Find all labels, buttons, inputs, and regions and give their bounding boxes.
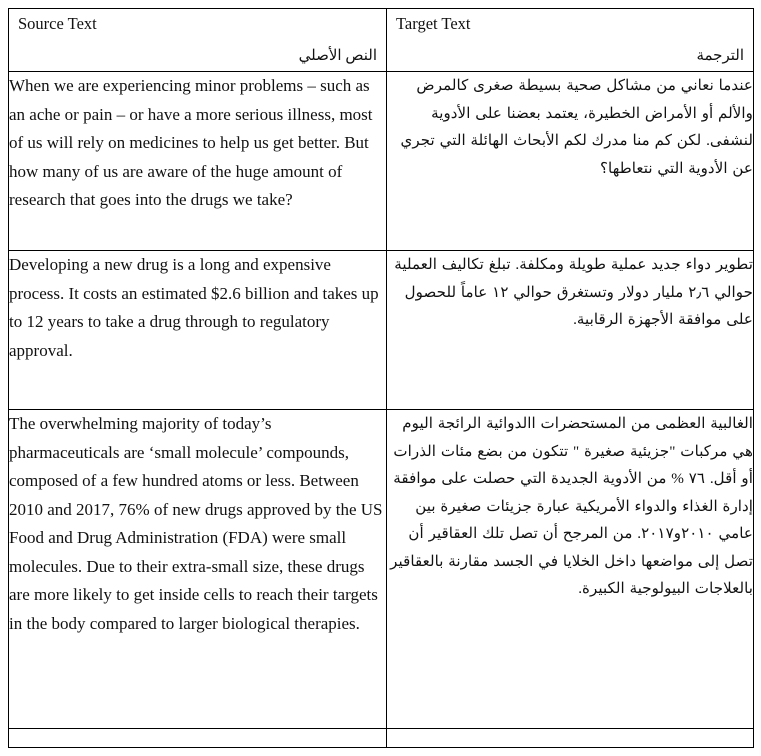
source-column-label-en: Source Text <box>18 14 97 33</box>
target-text-cell <box>387 251 754 410</box>
target-column-label-ar: الترجمة <box>696 48 744 64</box>
target-text-cell <box>387 72 754 251</box>
source-paragraph: When we are experiencing minor problems – such as an ache or pain – or have a more serious illness, most of us will rely on medicines to help us get better. But how many of us are aware of the huge amount of research that goes into the drugs we take? <box>9 76 373 209</box>
translation-table <box>8 8 754 748</box>
header-cell-target <box>387 9 754 72</box>
source-text-cell <box>9 251 387 410</box>
target-paragraph: عندما نعاني من مشاكل صحية بسيطة صغرى كالمرض والألم أو الأمراض الخطيرة، يعتمد بعضنا على الأدوية لنشفى. لكن كم منا مدرك لكم الأبحاث الهائلة التي تجري عن الأدوية التي نتعاطها؟ <box>400 77 753 177</box>
source-text-cell <box>9 729 387 748</box>
target-text-cell <box>387 410 754 729</box>
table-row <box>9 729 754 748</box>
table-row <box>9 251 754 410</box>
table-row <box>9 72 754 251</box>
target-text-cell <box>387 729 754 748</box>
table-row <box>9 410 754 729</box>
table-header-row <box>9 9 754 72</box>
target-column-label-en: Target Text <box>396 14 471 33</box>
source-text-cell <box>9 410 387 729</box>
target-paragraph: الغالبية العظمى من المستحضرات االدوائية الرائجة اليوم هي مركبات "جزيئية صغيرة " تتكون من بضع مئات الذرات أو أقل. ٧٦ % من الأدوية الجديدة التي حصلت على موافقة إدارة الغذاء والدواء الأمريكية عبارة جزيئات صغيرة بين عامي ٢٠١٠و٢٠١٧. من المرجح أن تصل تلك العقاقير أن تصل إلى مواضعها داخل الخلايا في الجسد مقارنة بالعقاقير بالعلاجات البيولوجية الكبيرة. <box>390 415 753 597</box>
header-cell-source <box>9 9 387 72</box>
target-paragraph: تطوير دواء جديد عملية طويلة ومكلفة. تبلغ تكاليف العملية حوالي ٢٫٦ مليار دولار وتستغرق حوالي ١٢ عاماً للحصول على موافقة الأجهزة الرقابية. <box>394 256 753 328</box>
source-paragraph: The overwhelming majority of today’s pharmaceuticals are ‘small molecule’ compounds, composed of a few hundred atoms or less. Between 2010 and 2017, 76% of new drugs approved by the US Food and Drug Administration (FDA) were small molecules. Due to their extra-small size, these drugs are more likely to get inside cells to reach their targets in the body compared to larger biological therapies. <box>9 414 383 633</box>
source-text-cell <box>9 72 387 251</box>
source-paragraph: Developing a new drug is a long and expensive process. It costs an estimated $2.6 billion and takes up to 12 years to take a drug through to regulatory approval. <box>9 255 379 360</box>
source-column-label-ar: النص الأصلي <box>298 48 377 64</box>
